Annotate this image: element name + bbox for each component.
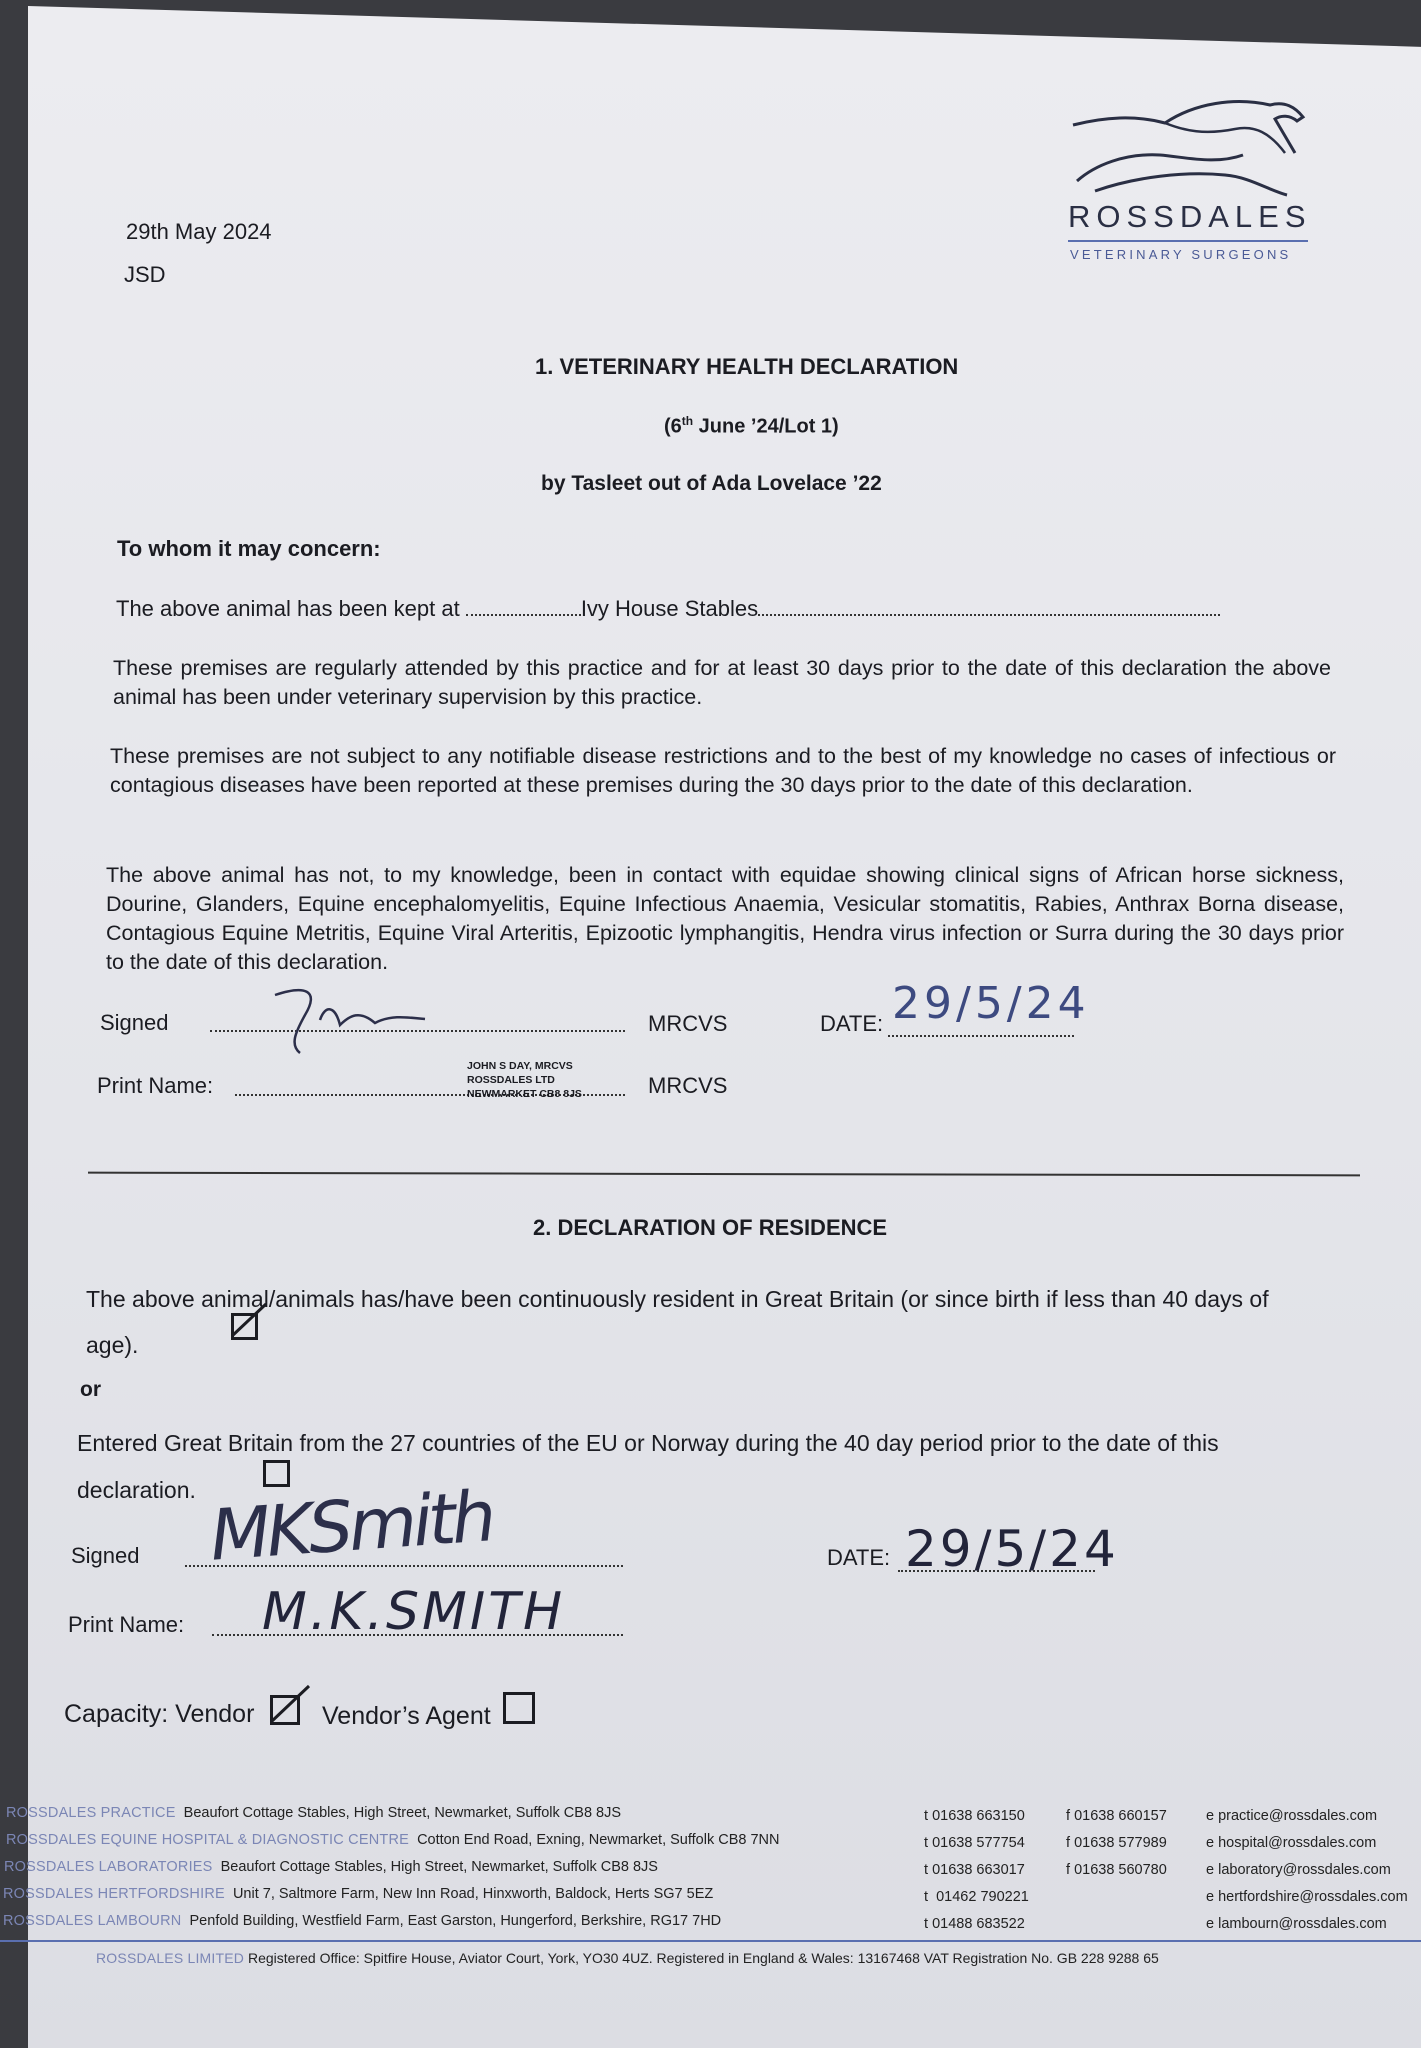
office-fax: f 01638 560780 [1066,1862,1167,1878]
vendors-agent-label: Vendor’s Agent [322,1702,491,1730]
office-row: ROSSDALES HERTFORDSHIRE Unit 7, Saltmore Farm, New Inn Road, Hinxworth, Baldock, Herts SG7 5EZ [3,1886,714,1902]
office-email: e laboratory@rossdales.com [1206,1862,1391,1878]
supervision-paragraph: These premises are regularly attended by this practice and for at least 30 days prior to the date of this declaration the above animal has been under veterinary supervision by this practice. [113,656,1331,709]
vet-date-label: DATE: [820,1011,884,1036]
office-tel: t 01638 663150 [924,1808,1025,1824]
horse-logo-icon [1065,95,1315,205]
vet-print-mrcvs: MRCVS [648,1073,728,1098]
salutation: To whom it may concern: [117,536,381,561]
section2-title: 2. DECLARATION OF RESIDENCE [533,1215,888,1240]
vendor-print-name-label: Print Name: [68,1612,185,1637]
section1-title: 1. VETERINARY HEALTH DECLARATION [535,354,959,379]
vet-date-line [888,1035,1074,1037]
horse-description: by Tasleet out of Ada Lovelace ’22 [541,472,882,495]
vet-signed-mrcvs: MRCVS [648,1011,728,1036]
vet-signed-label: Signed [100,1010,169,1035]
kept-at-line [116,596,1220,622]
vet-print-name-label: Print Name: [97,1073,214,1098]
office-fax: f 01638 660157 [1066,1808,1167,1824]
option1-checkbox[interactable] [231,1313,258,1340]
document-date: 29th May 2024 [126,219,272,244]
option2-checkbox[interactable] [263,1460,290,1487]
residence-option1: The above animal/animals has/have been continuously resident in Great Britain (or since birth if less than 40 days of age). [86,1286,1269,1358]
logo-name: ROSSDALES [1068,199,1312,234]
office-tel: t 01462 790221 [924,1889,1029,1905]
sale-lot: (6th June ’24/Lot 1) [664,414,839,438]
vet-signature [265,985,445,1055]
office-row: ROSSDALES LAMBOURN Penfold Building, Westfield Farm, East Garston, Hungerford, Berkshire, RG17 7HD [3,1913,722,1929]
office-email: e practice@rossdales.com [1206,1808,1378,1824]
vendor-print-name: M.K.SMITH [262,1582,566,1642]
office-tel: t 01638 663017 [924,1862,1025,1878]
registered-office: ROSSDALES LIMITED Registered Office: Spitfire House, Aviator Court, York, YO30 4UZ. Registered in England & Wales: 13167468 VAT Registration No. GB 228 9288 65 [96,1950,1159,1966]
restrictions-paragraph: These premises are not subject to any notifiable disease restrictions and to the best of my knowledge no cases of infectious or contagious diseases have been reported at these premises during the 30 days prior to the date of this declaration. [110,744,1336,797]
office-email: e lambourn@rossdales.com [1206,1916,1387,1932]
or-label: or [80,1378,101,1401]
checkmark-icon [230,1306,270,1342]
rossdales-logo [1060,95,1320,275]
vet-stamp: JOHN S DAY, MRCVS ROSSDALES LTD NEWMARKET CB8 8JS [467,1060,582,1100]
kept-at-label: The above animal has been kept at [116,596,460,621]
vendor-signed-label: Signed [71,1543,140,1568]
vendor-signature: MKSmith [207,1475,495,1577]
vendor-checkbox[interactable] [270,1695,300,1725]
office-email: e hertfordshire@rossdales.com [1206,1889,1408,1905]
office-fax: f 01638 577989 [1066,1835,1167,1851]
reference-initials: JSD [124,262,166,287]
office-row: ROSSDALES LABORATORIES Beaufort Cottage Stables, High Street, Newmarket, Suffolk CB8 8JS [4,1859,658,1875]
office-row: ROSSDALES PRACTICE Beaufort Cottage Stables, High Street, Newmarket, Suffolk CB8 8JS [6,1805,622,1821]
residence-option2: Entered Great Britain from the 27 countries of the EU or Norway during the 40 day period prior to the date of this declaration. [77,1430,1219,1503]
vet-date-value: 29/5/24 [892,978,1090,1029]
office-row: ROSSDALES EQUINE HOSPITAL & DIAGNOSTIC CENTRE Cotton End Road, Exning, Newmarket, Suffolk CB8 7NN [6,1832,780,1848]
checkmark-icon [269,1688,313,1728]
office-tel: t 01488 683522 [924,1916,1025,1932]
office-tel: t 01638 577754 [924,1835,1025,1851]
office-email: e hospital@rossdales.com [1206,1835,1377,1851]
contact-paragraph: The above animal has not, to my knowledge, been in contact with equidae showing clinical signs of African horse sickness, Dourine, Glanders, Equine encephalomyelitis, Equine Infectious Anaemia, Vesicular stomatitis, Rabies, Anthrax Borna disease, Contagious Equine Metritis, Equine Viral Arteritis, Epizootic lymphangitis, Hendra virus infection or Surra during the 30 days prior to the date of this declaration. [106,863,1344,974]
vendors-agent-checkbox[interactable] [503,1692,535,1724]
vendor-date-value: 29/5/24 [905,1520,1119,1578]
footer-rule [0,1940,1421,1942]
logo-subtitle: VETERINARY SURGEONS [1070,247,1292,262]
kept-at-value: Ivy House Stables [580,596,759,621]
vendor-date-label: DATE: [827,1545,891,1570]
capacity-vendor-label: Capacity: Vendor [64,1700,255,1728]
